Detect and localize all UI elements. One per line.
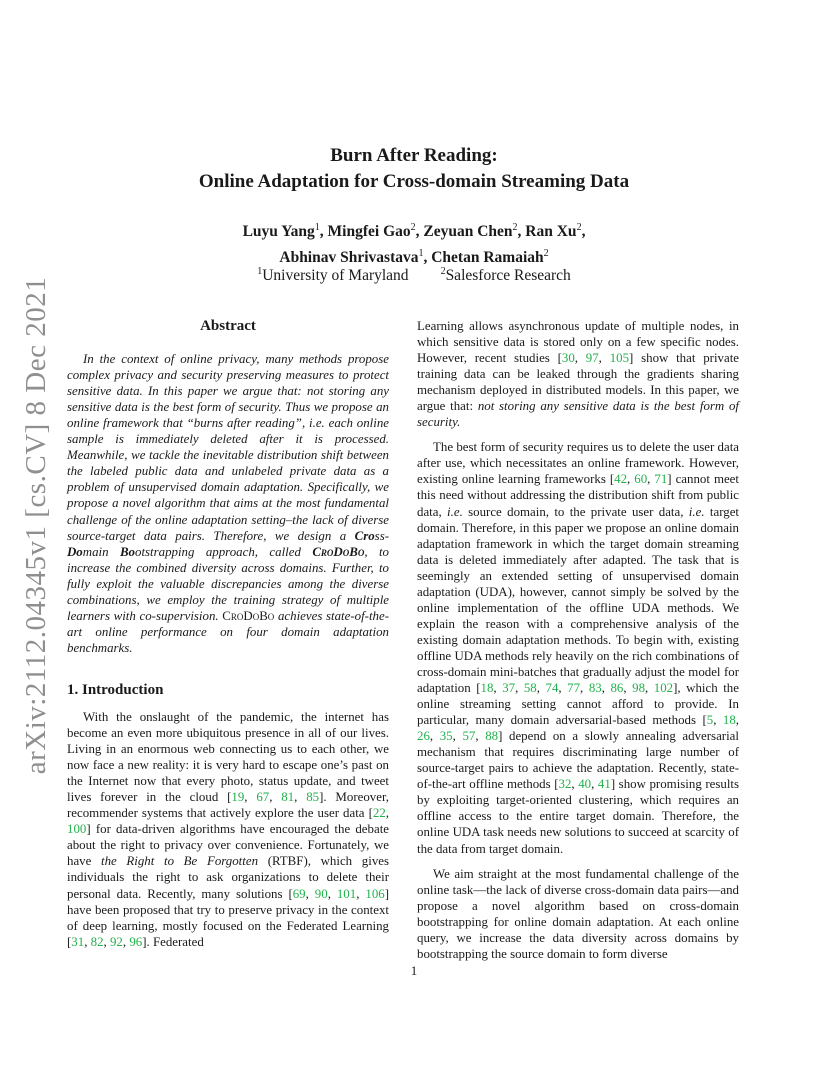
author-name: Zeyuan Chen — [423, 223, 513, 240]
citation-link[interactable]: 22 — [372, 806, 386, 821]
affiliation: University of Maryland — [262, 267, 409, 284]
citation-link[interactable]: 40 — [578, 777, 592, 792]
arxiv-id: arXiv:2112.04345v1 [cs.CV] 8 Dec 2021 — [20, 276, 53, 774]
citation-link[interactable]: 101 — [336, 886, 357, 901]
page-number: 1 — [410, 963, 418, 978]
abstract-text: In the context of online privacy, many methods propose complex privacy and security preserving measures to protect sensitive data. In this paper we argue that: not storing any sensitive data is the best form of security. Thus we propose an online framework that “burns after reading”, i.e. each online sample is immediately deleted after it is processed. Meanwhile, we tackle the inevitable distribution shift between the labeled public data and unlabeled private data as a problem of unsupervised domain adaptation. Specifically, we propose a novel algorithm that aims at the most fundamental challenge of the online adaptation setting–the lack of diverse source-target data pairs. Therefore, we design a Cross-Domain Bootstrapping approach, called CroDoBo, to increase the combined diversity across domains. Further, to fully exploit the valuable discrepancies among the diverse combinations, we employ the training strategy of multiple learners with co-supervision. CroDoBo achieves state-of-the-art online performance on four domain adaptation benchmarks. — [67, 352, 389, 655]
citation-link[interactable]: 5 — [706, 713, 714, 728]
citation-link[interactable]: 106 — [365, 886, 385, 901]
paper-title — [0, 143, 828, 195]
citation-link[interactable]: 77 — [567, 681, 581, 696]
citation-link[interactable]: 90 — [314, 886, 328, 901]
citation-link[interactable]: 98 — [632, 681, 646, 696]
author-line-1: Luyu Yang$^1$, Mingfei Gao$^2$, Zeyuan Chen$^2$, Ran Xu$^2$, — [242, 222, 586, 240]
citation-link[interactable]: 41 — [597, 777, 611, 792]
author-name: Abhinav Shrivastava — [279, 249, 419, 266]
author-name: Mingfei Gao — [327, 223, 411, 240]
citation-link[interactable]: 88 — [485, 729, 499, 744]
citation-link[interactable]: 30 — [561, 351, 575, 366]
citation-link[interactable]: 18 — [480, 681, 494, 696]
citation-link[interactable]: 81 — [281, 790, 295, 805]
right-column — [417, 318, 739, 962]
citation-link[interactable]: 19 — [231, 790, 245, 805]
citation-link[interactable]: 71 — [654, 472, 668, 487]
author-name: Ran Xu — [525, 223, 577, 240]
citation-link[interactable]: 92 — [109, 934, 123, 949]
citation-link[interactable]: 18 — [722, 713, 736, 728]
citation-link[interactable]: 60 — [634, 472, 648, 487]
citation-link[interactable]: 83 — [588, 681, 602, 696]
citation-link[interactable]: 31 — [71, 934, 85, 949]
citation-link[interactable]: 96 — [129, 934, 143, 949]
affiliation: Salesforce Research — [445, 267, 571, 284]
affiliations: $^1$University of Maryland $^2$Salesforce Research — [257, 266, 571, 284]
citation-link[interactable]: 82 — [90, 934, 104, 949]
citation-link[interactable]: 105 — [609, 351, 630, 366]
citation-link[interactable]: 97 — [585, 351, 599, 366]
author-name: Luyu Yang — [242, 223, 315, 240]
body-paragraph: Learning allows asynchronous update of multiple nodes, in which sensitive data is stored only on a few specific nodes. However, recent studies [30, 97, 105] show that private training data can be leaked through the gradients sharing mechanism deployed in distributed models. In this paper, we argue that: not storing any sensitive data is the best form of security. — [417, 319, 739, 430]
citation-link[interactable]: 32 — [558, 777, 572, 792]
citation-link[interactable]: 102 — [653, 681, 674, 696]
citation-link[interactable]: 35 — [439, 729, 453, 744]
abstract-heading: Abstract — [200, 318, 256, 334]
citation-link[interactable]: 100 — [67, 822, 87, 837]
citation-link[interactable]: 69 — [292, 886, 306, 901]
body-paragraph: We aim straight at the most fundamental challenge of the online task—the lack of diverse cross-domain data pairs—and propose a novel algorithm based on cross-domain bootstrapping for online domain adaptation. At each online query, we increase the data diversity across domains by bootstrapping the source domain to form diverse — [417, 866, 739, 961]
citation-link[interactable]: 74 — [545, 681, 559, 696]
body-paragraph: The best form of security requires us to delete the user data after use, which necessitates an online framework. However, existing online learning frameworks [42, 60, 71] cannot meet this need without addressing the distribution shift from public data, i.e. source domain, to the private user data, i.e. target domain. Therefore, in this paper we propose an online domain adaptation framework in which the target domain streaming data is deleted immediately after adapted. The task that is seemingly an extended setting of unsupervised domain adaptation (UDA), however, cannot simply be solved by the online implementation of the offline UDA methods. We explain the reason with a comprehensive analysis of the existing domain adaptation methods. To begin with, existing offline UDA methods rely heavily on the rich combinations of cross-domain mini-batches that gradually adjust the model for adaptation [18, 37, 58, 74, 77, 83, 86, 98, 102], which the online streaming setting cannot afford to provide. In particular, many domain adversarial-based methods [5, 18, 26, 35, 57, 88] depend on a slowly annealing adversarial mechanism that requires discriminating large number of source-target pairs to achieve the adaptation. Recently, state-of-the-art offline methods [32, 40, 41] show promising results by exploiting target-oriented clustering, which requires an offline access to the entire target domain. Therefore, the online UDA task needs new solutions to succeed at scarcity of the data from target domain. — [417, 440, 739, 856]
left-column — [67, 318, 389, 950]
citation-link[interactable]: 42 — [614, 472, 628, 487]
title-line-1: Burn After Reading: — [330, 145, 498, 166]
section-heading: 1. Introduction — [67, 681, 164, 698]
citation-link[interactable]: 37 — [502, 681, 516, 696]
citation-link[interactable]: 67 — [256, 790, 270, 805]
citation-link[interactable]: 26 — [417, 729, 430, 744]
arxiv-stamp — [14, 276, 60, 774]
citation-link[interactable]: 58 — [523, 681, 537, 696]
citation-link[interactable]: 85 — [306, 790, 320, 805]
citation-link[interactable]: 86 — [610, 681, 624, 696]
author-name: Chetan Ramaiah — [431, 249, 544, 266]
author-line-2: Abhinav Shrivastava$^1$, Chetan Ramaiah$^2$ — [279, 248, 549, 266]
title-line-2: Online Adaptation for Cross-domain Streaming Data — [198, 171, 630, 192]
citation-link[interactable]: 57 — [462, 729, 476, 744]
body-paragraph: With the onslaught of the pandemic, the internet has become an even more ubiquitous presence in all of our lives. Living in an enormous web connecting us to each other, we now face a new reality: it is very hard to escape one’s past on the Internet now that every photo, status update, and tweet lives forever in the cloud [19, 67, 81, 85]. Moreover, recommender systems that actively explore the user data [22, 100] for data-driven algorithms have encouraged the debate about the right to privacy over convenience. Fortunately, we have the Right to Be Forgotten (RTBF), which gives individuals the right to ask organizations to delete their personal data. Recently, many solutions [69, 90, 101, 106] have been proposed that try to preserve privacy in the context of deep learning, mostly focused on the Federated Learning [31, 82, 92, 96]. Federated — [67, 709, 390, 949]
